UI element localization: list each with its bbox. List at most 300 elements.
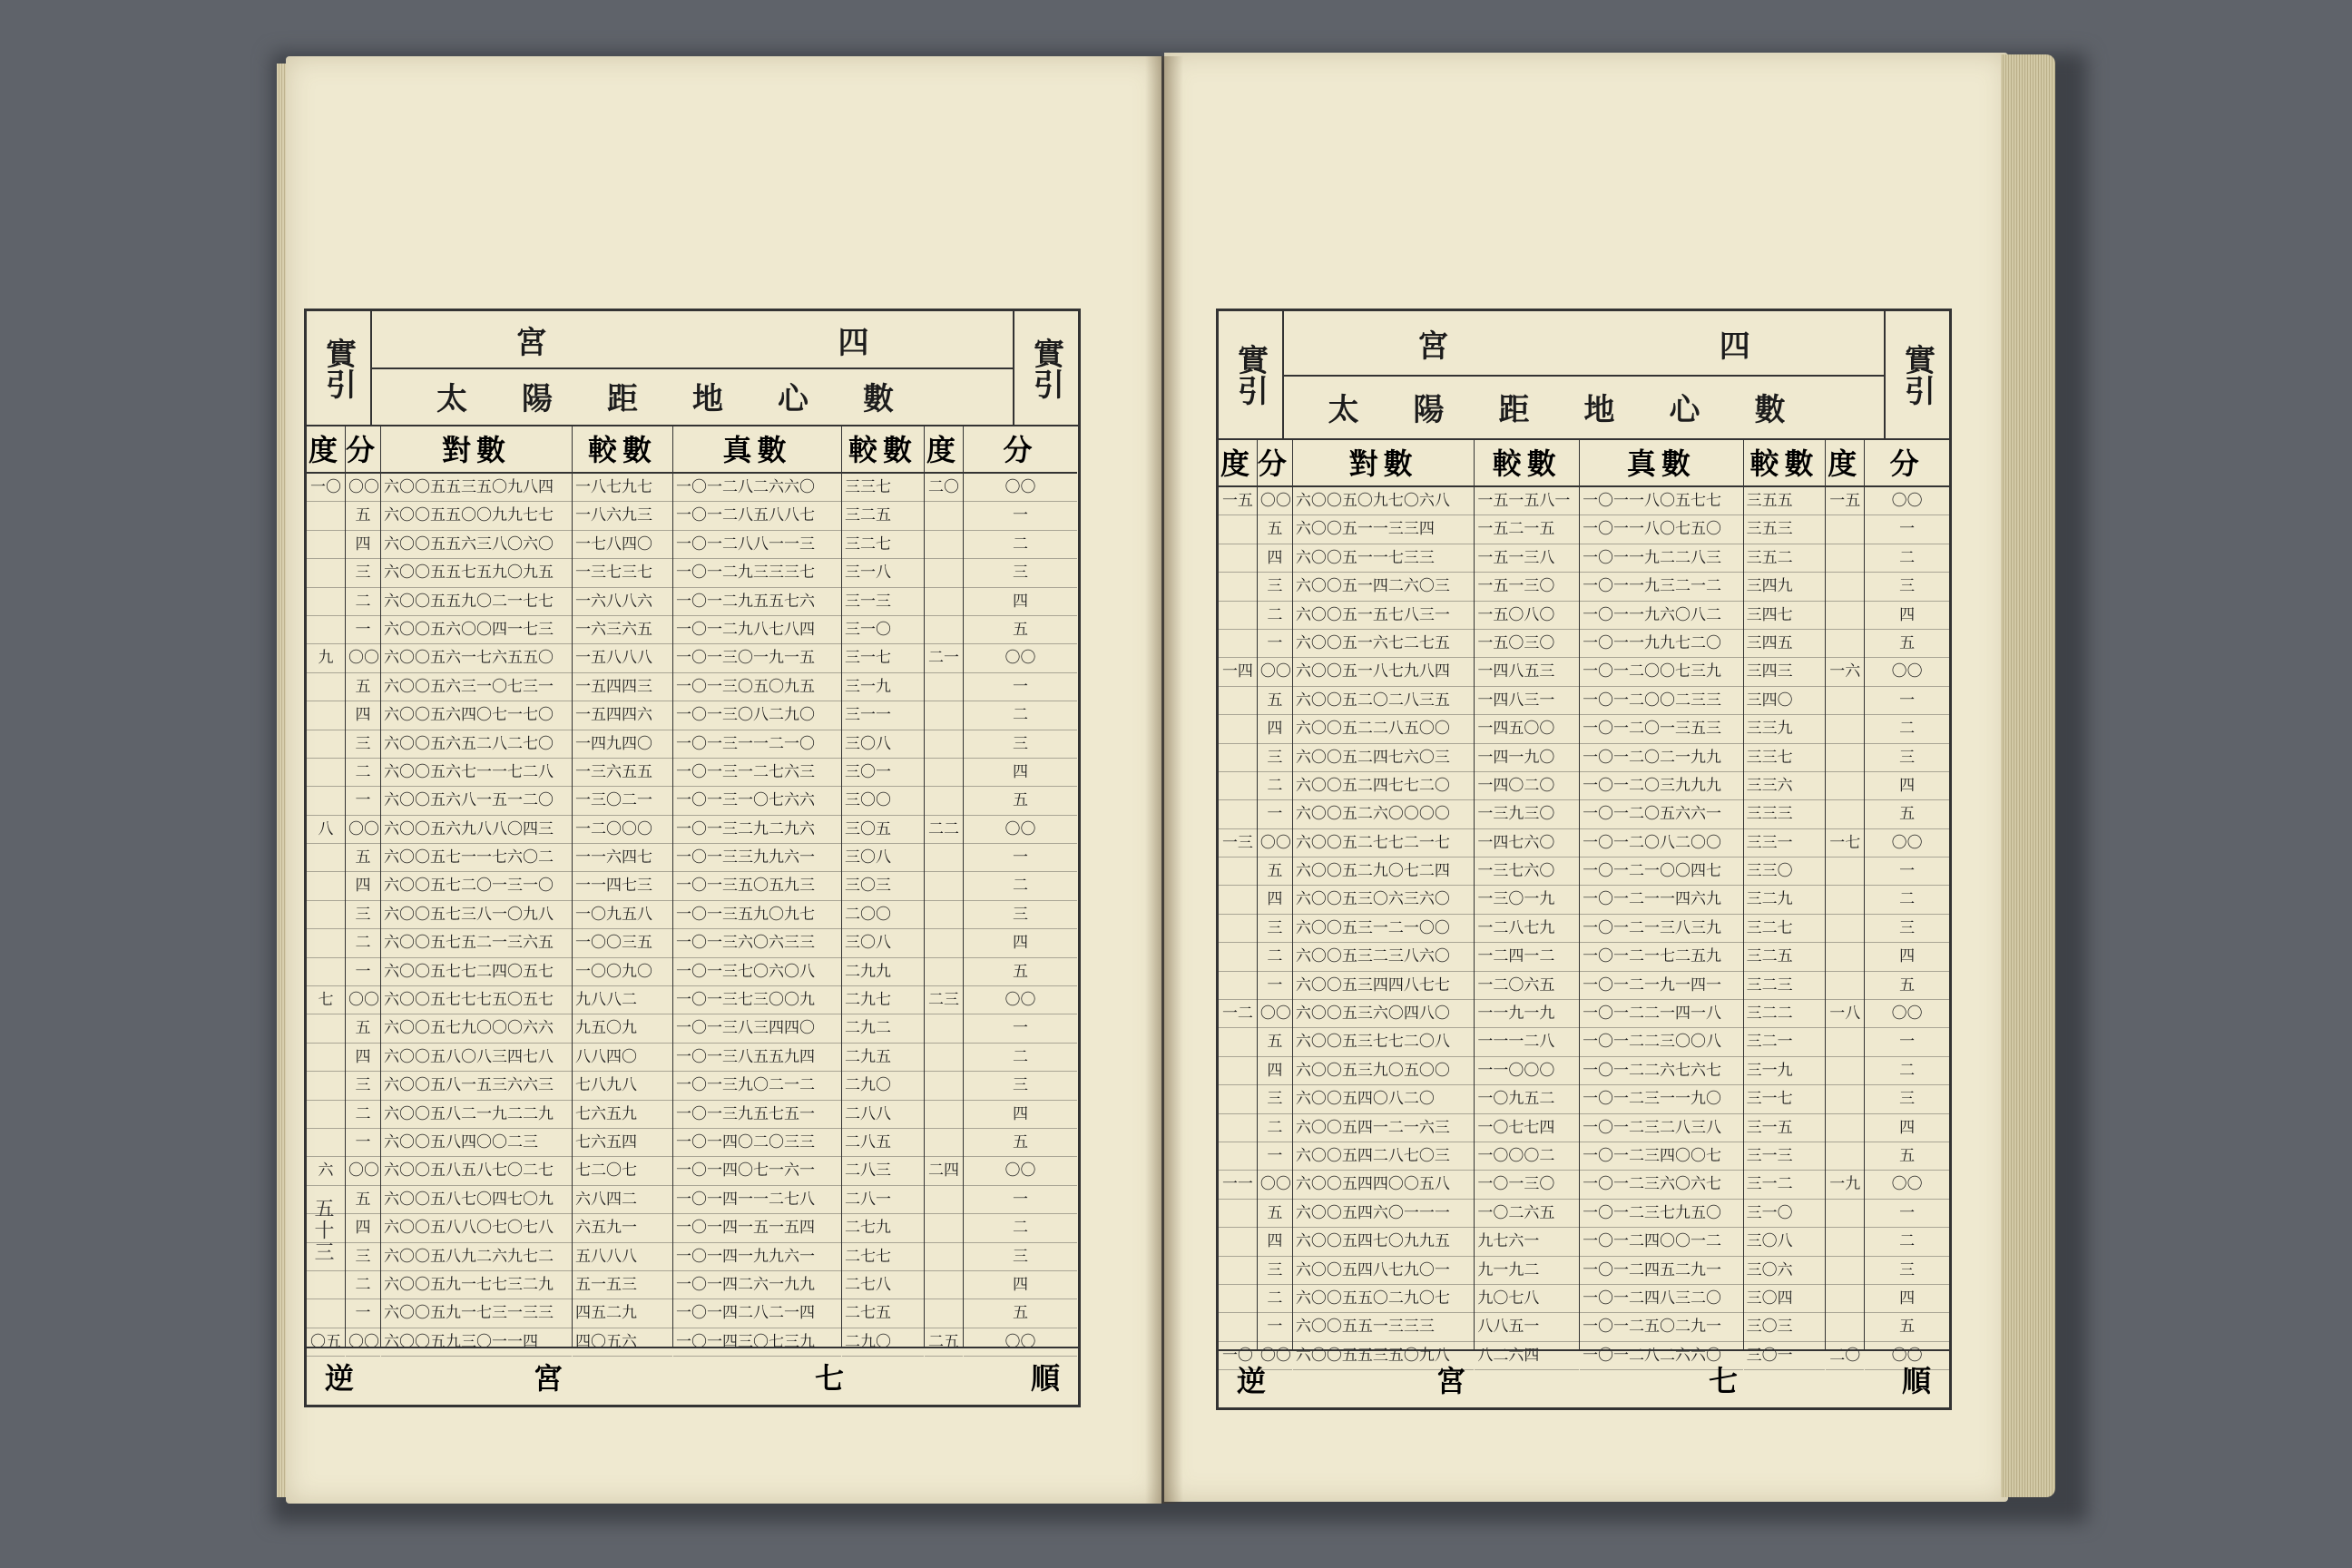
table-cell: 一三六五五 (573, 759, 672, 787)
true-value-column (673, 425, 842, 1351)
table-cell: 〇〇 (1258, 829, 1292, 858)
table-cell: 一三 (1219, 829, 1257, 858)
table-cell (1826, 602, 1864, 630)
top-header-number: 四 (838, 324, 869, 361)
table-cell: 一〇一三五〇五九三 (673, 872, 841, 900)
table-cell: 一 (1865, 515, 1949, 544)
table-cell: 二 (1258, 772, 1292, 800)
table-cell: 三〇〇 (842, 787, 924, 815)
book-gutter (1145, 56, 1183, 1504)
table-cell: 四 (964, 1101, 1077, 1129)
minute-left-column (1257, 438, 1293, 1365)
table-cell (307, 1072, 345, 1100)
table-cell: 一〇一三七三〇〇九 (673, 986, 841, 1014)
table-cell: 三三〇 (1744, 858, 1826, 886)
footer-forward: 順 (1030, 1361, 1060, 1396)
table-cell: 二〇 (925, 474, 963, 502)
right-page-edge-stack (2001, 54, 2055, 1497)
table-cell: 七六五四 (573, 1129, 672, 1157)
table-cell: 一〇一二八八一一三 (673, 531, 841, 559)
table-cell: 四 (964, 929, 1077, 957)
table-cell: 九八八二 (573, 986, 672, 1014)
table-cell: 五 (1865, 972, 1949, 1000)
difference-column-2 (1744, 438, 1827, 1365)
table-cell: 一四 (1219, 658, 1257, 686)
table-cell: 一 (1865, 1028, 1949, 1056)
table-cell: 〇〇 (964, 474, 1077, 502)
table-cell: 三 (1865, 573, 1949, 601)
table-cell: 三 (1258, 915, 1292, 943)
table-cell (1219, 915, 1257, 943)
table-cell: 六〇〇五四〇八二〇 (1293, 1085, 1474, 1113)
table-cell: 三 (1258, 744, 1292, 772)
table-cell: 〇〇 (1258, 1171, 1292, 1199)
table-cell: 一 (1258, 1142, 1292, 1171)
top-header-palace: 宮 (1417, 328, 1449, 365)
table-cell: 一三〇二一 (573, 787, 672, 815)
table-cell: 一〇一三六〇六三三 (673, 929, 841, 957)
table-cell: 三一三 (842, 588, 924, 616)
table-cell: 五 (964, 616, 1077, 644)
footer-palace: 宮 (1436, 1364, 1466, 1398)
table-cell (1219, 972, 1257, 1000)
table-cell: 一〇二六五 (1475, 1200, 1579, 1228)
table-cell: 六〇〇五四六〇一一一 (1293, 1200, 1474, 1228)
table-cell: 一〇一二四五二九一 (1580, 1257, 1743, 1285)
table-cell: 九 (307, 644, 345, 672)
table-cell: 六〇〇五八二一九二二九 (381, 1101, 572, 1129)
table-cell (925, 1101, 963, 1129)
table-cell: 二 (1258, 943, 1292, 971)
table-cell: 一〇一一八〇五七七 (1580, 487, 1743, 515)
table-cell (1826, 886, 1864, 914)
table-cell: 一〇一三三九九六一 (673, 844, 841, 872)
table-cell: 一〇〇〇二 (1475, 1142, 1579, 1171)
table-cell: 三 (1258, 1257, 1292, 1285)
table-cell: 九〇七八 (1475, 1285, 1579, 1313)
table-cell: 六〇〇五八九二六九七二 (381, 1243, 572, 1271)
table-cell: 六〇〇五三九〇五〇〇 (1293, 1057, 1474, 1085)
table-cell: 一六八八六 (573, 588, 672, 616)
table-cell: 六〇〇五三七七二〇八 (1293, 1028, 1474, 1056)
table-cell: 一〇一四〇七一六一 (673, 1157, 841, 1185)
table-cell: 一五一三〇 (1475, 573, 1579, 601)
table-cell: 六八四二 (573, 1186, 672, 1214)
table-cell: 三 (964, 730, 1077, 759)
table-cell (1826, 687, 1864, 715)
table-cell: 一三七六〇 (1475, 858, 1579, 886)
table-cell: 一〇一三五九〇九七 (673, 901, 841, 929)
table-cell: 〇〇 (964, 1328, 1077, 1357)
table-cell: 三〇八 (842, 730, 924, 759)
table-cell: 一 (964, 1014, 1077, 1043)
table-cell: 四 (346, 1044, 380, 1072)
table-cell: 五 (1865, 630, 1949, 658)
table-cell: 三〇八 (842, 844, 924, 872)
table-cell: 一〇一一九三二一二 (1580, 573, 1743, 601)
table-cell: 八八五一 (1475, 1313, 1579, 1341)
table-cell: 一〇一二三四〇〇七 (1580, 1142, 1743, 1171)
column-header: 對數 (381, 425, 572, 474)
table-cell: 三 (1258, 1085, 1292, 1113)
footer-seven: 七 (1709, 1364, 1739, 1398)
table-cell: 一 (346, 787, 380, 815)
table-cell: 四 (964, 1271, 1077, 1299)
footer-palace: 宮 (534, 1361, 564, 1396)
data-columns (307, 425, 1078, 1351)
table-cell: 二 (1865, 544, 1949, 573)
folio-number: 五十三 (311, 1198, 334, 1263)
table-cell: 一〇一三八五五九四 (673, 1044, 841, 1072)
table-cell: 三〇八 (842, 929, 924, 957)
column-header: 真數 (673, 425, 841, 474)
table-cell: 六〇〇五五三五〇九八四 (381, 474, 572, 502)
table-cell (1219, 544, 1257, 573)
table-cell: 六〇〇五八四〇〇二三 (381, 1129, 572, 1157)
table-cell (1826, 1228, 1864, 1256)
table-cell: 一〇一二三一一九〇 (1580, 1085, 1743, 1113)
table-cell: 一〇一二〇二一九九 (1580, 744, 1743, 772)
true-value-column (1580, 438, 1744, 1365)
table-cell: 一〇一二三二八三八 (1580, 1114, 1743, 1142)
table-cell (1826, 544, 1864, 573)
table-cell: 三 (346, 1072, 380, 1100)
table-cell: 三 (1865, 915, 1949, 943)
table-cell (1826, 1085, 1864, 1113)
difference-column (573, 425, 673, 1351)
table-cell: 一一六四七 (573, 844, 672, 872)
table-cell: 一〇一二三六〇六七 (1580, 1171, 1743, 1199)
table-cell (307, 730, 345, 759)
table-cell: 九五〇九 (573, 1014, 672, 1043)
table-cell (925, 559, 963, 587)
table-cell (1219, 715, 1257, 743)
table-cell: 六〇〇五七二〇一三一〇 (381, 872, 572, 900)
table-cell: 一六 (1826, 658, 1864, 686)
table-cell: 〇〇 (964, 986, 1077, 1014)
table-cell: 三三七 (1744, 744, 1826, 772)
table-cell: 三 (346, 559, 380, 587)
table-cell: 四 (1865, 1285, 1949, 1313)
table-cell: 一五四四六 (573, 701, 672, 730)
table-cell: 一〇一三八三四四〇 (673, 1014, 841, 1043)
corner-label-left: 實引 (307, 311, 372, 426)
table-cell: 二 (1865, 715, 1949, 743)
table-cell: 六〇〇五九一七三一三三 (381, 1299, 572, 1328)
table-cell (307, 701, 345, 730)
table-cell: 三三九 (1744, 715, 1826, 743)
table-cell: 三五三 (1744, 515, 1826, 544)
table-cell: 三一三 (1744, 1142, 1826, 1171)
table-cell: 二九五 (842, 1044, 924, 1072)
table-cell: 五 (964, 1129, 1077, 1157)
table-cell (925, 1072, 963, 1100)
table-cell (1219, 1057, 1257, 1085)
table-cell (307, 1129, 345, 1157)
table-cell: 一〇一一八〇七五〇 (1580, 515, 1743, 544)
table-cell: 三一七 (842, 644, 924, 672)
table-cell: 一〇一二二三〇〇八 (1580, 1028, 1743, 1056)
table-cell: 二四 (925, 1157, 963, 1185)
table-cell: 四 (346, 872, 380, 900)
table-cell: 二 (964, 872, 1077, 900)
table-cell (1826, 1285, 1864, 1313)
table-cell: 一八六九三 (573, 502, 672, 530)
table-cell: 三一〇 (1744, 1200, 1826, 1228)
table-cell (1219, 630, 1257, 658)
table-cell: 四 (1258, 544, 1292, 573)
table-cell (1826, 715, 1864, 743)
table-cell: 一 (346, 1129, 380, 1157)
table-cell: 一五一五八一 (1475, 487, 1579, 515)
table-cell: 一〇一二八二六六〇 (673, 474, 841, 502)
table-cell: 一〇一二三七九五〇 (1580, 1200, 1743, 1228)
table-cell: 二八五 (842, 1129, 924, 1157)
table-cell: 一二八七九 (1475, 915, 1579, 943)
table-cell: 四 (346, 701, 380, 730)
table-cell: 三 (346, 1243, 380, 1271)
table-cell: 一〇一三一〇七六六 (673, 787, 841, 815)
table-cell: 三一一 (842, 701, 924, 730)
table-cell (307, 901, 345, 929)
table-cell: 六〇〇五六〇〇四一七三 (381, 616, 572, 644)
table-cell: 三 (964, 559, 1077, 587)
left-table (304, 309, 1081, 1407)
table-cell (925, 701, 963, 730)
table-cell: 一 (1865, 858, 1949, 886)
table-cell (925, 844, 963, 872)
table-cell: 〇〇 (346, 1157, 380, 1185)
table-cell: 七八九八 (573, 1072, 672, 1100)
table-cell (925, 1299, 963, 1328)
table-cell: 六〇〇五九一七七三二九 (381, 1271, 572, 1299)
table-cell (925, 502, 963, 530)
table-cell (1219, 1085, 1257, 1113)
table-cell: 五 (1258, 858, 1292, 886)
table-cell: 三一二 (1744, 1171, 1826, 1199)
table-cell (1219, 1028, 1257, 1056)
table-cell: 三〇八 (1744, 1228, 1826, 1256)
table-cell: 二 (1865, 1228, 1949, 1256)
table-cell: 六〇〇五八七〇四七〇九 (381, 1186, 572, 1214)
table-cell: 三 (346, 730, 380, 759)
table-cell: 一一四七三 (573, 872, 672, 900)
table-cell: 三 (1865, 1085, 1949, 1113)
table-cell: 〇〇 (346, 986, 380, 1014)
table-cell: 一〇一二五〇二九一 (1580, 1313, 1743, 1341)
table-cell: 一二 (1219, 1000, 1257, 1028)
table-cell: 一〇一三九五七五一 (673, 1101, 841, 1129)
table-cell (1219, 800, 1257, 828)
table-cell: 一四五〇〇 (1475, 715, 1579, 743)
table-cell: 三三一 (1744, 829, 1826, 858)
table-cell: 六〇〇五一八七九八四 (1293, 658, 1474, 686)
table-cell: 六〇〇五二九〇七二四 (1293, 858, 1474, 886)
table-cell: 八八四〇 (573, 1044, 672, 1072)
table-cell: 一〇一二四八三二〇 (1580, 1285, 1743, 1313)
table-cell: 一二〇六五 (1475, 972, 1579, 1000)
table-cell: 一〇一二一九一四一 (1580, 972, 1743, 1000)
table-cell: 一三九三〇 (1475, 800, 1579, 828)
table-cell: 一〇一四二八二一四 (673, 1299, 841, 1328)
table-cell: 六〇〇五二四七七二〇 (1293, 772, 1474, 800)
table-cell (925, 872, 963, 900)
table-cell: 六〇〇五三六〇四八〇 (1293, 1000, 1474, 1028)
table-cell: 一九 (1826, 1171, 1864, 1199)
table-cell: 〇〇 (964, 1157, 1077, 1185)
table-cell: 三二三 (1744, 972, 1826, 1000)
table-cell: 一〇九五二 (1475, 1085, 1579, 1113)
table-cell: 六〇〇五二六〇〇〇〇 (1293, 800, 1474, 828)
table-cell (307, 502, 345, 530)
minute-right-column (964, 425, 1077, 1351)
table-cell: 三〇三 (842, 872, 924, 900)
table-cell: 〇〇 (1258, 1000, 1292, 1028)
table-cell: 二九九 (842, 958, 924, 986)
table-cell: 二七九 (842, 1214, 924, 1242)
table-cell: 一〇一二〇八二〇〇 (1580, 829, 1743, 858)
table-cell: 二九〇 (842, 1072, 924, 1100)
table-cell: 二 (1258, 1114, 1292, 1142)
table-cell: 六〇〇五一四二六〇三 (1293, 573, 1474, 601)
table-cell: 六〇〇五一一三三四 (1293, 515, 1474, 544)
table-cell: 四 (1258, 715, 1292, 743)
data-columns (1219, 438, 1949, 1365)
table-cell: 六〇〇五二四七六〇三 (1293, 744, 1474, 772)
column-header: 較數 (1475, 438, 1579, 487)
table-cell: 一〇一二八五八八七 (673, 502, 841, 530)
table-cell (307, 1014, 345, 1043)
table-cell: 六〇〇五七七二四〇五七 (381, 958, 572, 986)
table-cell: 六〇〇五五一三三三 (1293, 1313, 1474, 1341)
table-cell: 六〇〇五七九〇〇〇六六 (381, 1014, 572, 1043)
table-cell: 五 (1258, 1028, 1292, 1056)
table-cell: 五 (964, 787, 1077, 815)
table-cell: 三一八 (842, 559, 924, 587)
table-cell: 一〇一三一二七六三 (673, 759, 841, 787)
right-table (1216, 309, 1952, 1410)
logarithm-column (1293, 438, 1475, 1365)
table-cell: 九一九二 (1475, 1257, 1579, 1285)
column-header: 分 (1865, 438, 1949, 487)
table-cell (1219, 687, 1257, 715)
table-cell: 二九二 (842, 1014, 924, 1043)
column-header: 度 (1219, 438, 1257, 487)
table-cell: 一〇一四一一二七八 (673, 1186, 841, 1214)
corner-label-right: 實引 (1884, 311, 1949, 440)
table-cell: 三一九 (842, 673, 924, 701)
table-cell: 四 (1258, 886, 1292, 914)
table-cell: 〇〇 (1865, 487, 1949, 515)
table-cell: 〇〇 (1865, 1342, 1949, 1370)
table-cell: 〇〇 (1865, 1171, 1949, 1199)
table-cell: 二 (346, 1101, 380, 1129)
table-cell: 二八一 (842, 1186, 924, 1214)
table-cell: 〇〇 (964, 816, 1077, 844)
table-cell: 三二二 (1744, 1000, 1826, 1028)
table-cell (307, 1243, 345, 1271)
table-cell (1219, 1200, 1257, 1228)
table-cell (1826, 573, 1864, 601)
table-cell (307, 1044, 345, 1072)
table-cell (307, 531, 345, 559)
table-cell: 一二四一二 (1475, 943, 1579, 971)
table-cell (1826, 972, 1864, 1000)
column-header: 度 (925, 425, 963, 474)
table-cell: 二 (964, 1214, 1077, 1242)
table-cell: 一 (346, 1299, 380, 1328)
table-cell (1826, 1142, 1864, 1171)
table-cell: 六〇〇五六三一〇七三一 (381, 673, 572, 701)
table-cell: 六〇〇五六八一五一二〇 (381, 787, 572, 815)
table-cell: 二 (346, 588, 380, 616)
table-cell: 五一五三 (573, 1271, 672, 1299)
table-cell: 三五五 (1744, 487, 1826, 515)
table-cell (1826, 800, 1864, 828)
table-cell: 三 (1865, 744, 1949, 772)
table-cell: 一〇一二〇〇七三九 (1580, 658, 1743, 686)
table-cell (1826, 858, 1864, 886)
table-cell: 一〇一二二六七六七 (1580, 1057, 1743, 1085)
table-footer (307, 1347, 1078, 1405)
table-cell (1219, 1142, 1257, 1171)
table-cell: 一〇一二〇一三五三 (1580, 715, 1743, 743)
table-cell: 九七六一 (1475, 1228, 1579, 1256)
table-cell: 六〇〇五三一二一〇〇 (1293, 915, 1474, 943)
table-cell: 六〇〇五九三〇一一四 (381, 1328, 572, 1357)
table-cell: 一〇〇三五 (573, 929, 672, 957)
table-cell: 一〇〇九〇 (573, 958, 672, 986)
table-cell (307, 872, 345, 900)
table-cell: 二 (346, 1271, 380, 1299)
column-header: 分 (964, 425, 1077, 474)
table-cell (925, 730, 963, 759)
table-cell: 四 (964, 759, 1077, 787)
table-cell: 五 (1865, 800, 1949, 828)
table-cell: 一 (964, 673, 1077, 701)
table-cell: 一〇一四一五一五四 (673, 1214, 841, 1242)
table-cell (925, 1271, 963, 1299)
table-cell: 一〇一三七〇六〇八 (673, 958, 841, 986)
column-header: 真數 (1580, 438, 1743, 487)
table-cell: 六〇〇五三二三八六〇 (1293, 943, 1474, 971)
table-cell: 一四八三一 (1475, 687, 1579, 715)
table-cell: 二三 (925, 986, 963, 1014)
table-cell: 三〇五 (842, 816, 924, 844)
table-cell: 一〇一三二九二九六 (673, 816, 841, 844)
table-cell (1219, 1114, 1257, 1142)
table-cell: 一〇一三九〇二一二 (673, 1072, 841, 1100)
table-cell: 三一七 (1744, 1085, 1826, 1113)
table-cell: 〇〇 (1258, 487, 1292, 515)
table-cell: 四〇五六 (573, 1328, 672, 1357)
table-cell: 三 (1258, 573, 1292, 601)
table-cell: 一 (346, 958, 380, 986)
table-cell: 〇〇 (1865, 1000, 1949, 1028)
table-cell: 一〇一二九三三三七 (673, 559, 841, 587)
table-cell: 四 (1258, 1228, 1292, 1256)
column-header: 對數 (1293, 438, 1474, 487)
table-cell (307, 588, 345, 616)
table-cell: 三一九 (1744, 1057, 1826, 1085)
table-cell: 五 (346, 1186, 380, 1214)
table-cell: 二 (1258, 602, 1292, 630)
table-cell: 一〇一二二一四一八 (1580, 1000, 1743, 1028)
table-cell: 二 (964, 531, 1077, 559)
table-cell: 五 (1865, 1142, 1949, 1171)
table-cell: 三四九 (1744, 573, 1826, 601)
table-cell: 二二 (925, 816, 963, 844)
